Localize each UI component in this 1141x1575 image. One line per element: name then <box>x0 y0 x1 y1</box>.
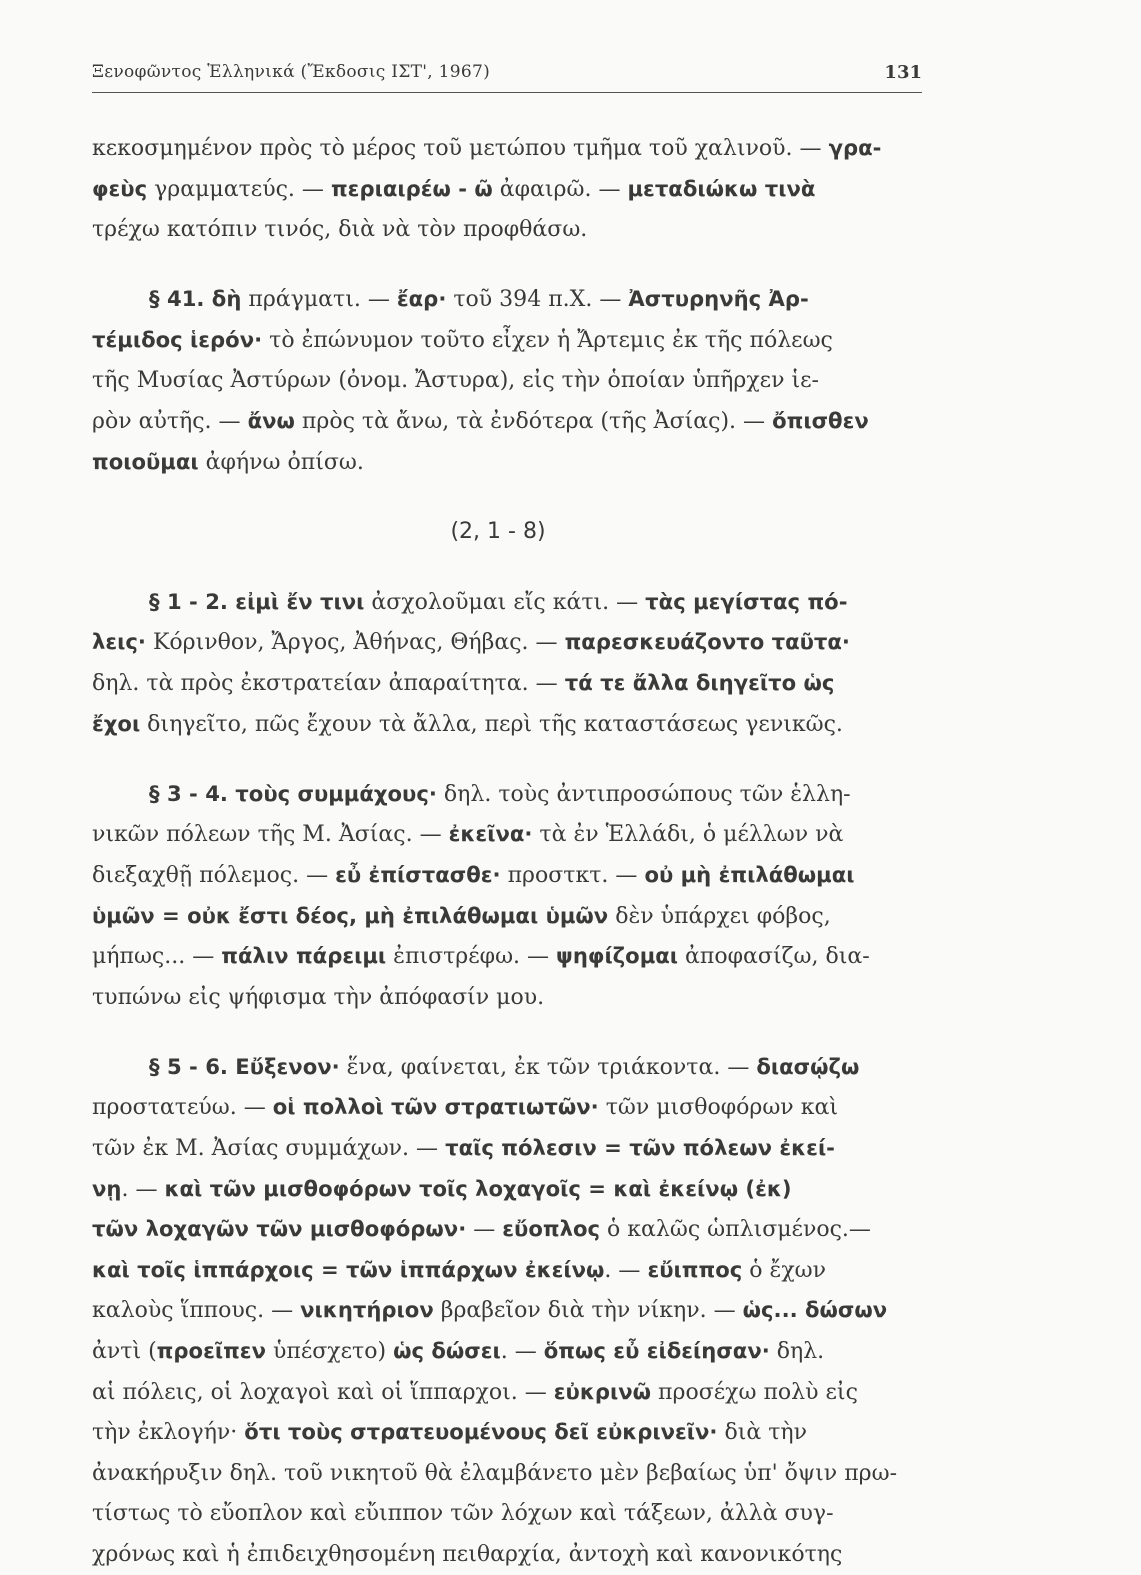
lemma-term: οὐ μὴ ἐπιλάθωμαι <box>644 862 855 888</box>
paragraph-gap <box>92 744 942 774</box>
text-line <box>92 896 928 937</box>
gloss-text: ἀντὶ ( <box>92 1337 157 1364</box>
lemma-term: λεις· <box>92 630 146 656</box>
gloss-text: ὁ καλῶς ὡπλισμένος.— <box>600 1216 871 1243</box>
paragraph-gap <box>92 1017 942 1047</box>
lemma-term: ὡς δώσει <box>393 1338 501 1364</box>
text-line <box>92 663 928 704</box>
gloss-text: τὰ ἐν Ἑλλάδι, ὁ μέλλων νὰ <box>532 821 844 848</box>
text-line <box>92 1169 928 1210</box>
lemma-term: τῶν λοχαγῶν τῶν μισθοφόρων· <box>92 1217 467 1243</box>
lemma-term: ὑμῶν = οὐκ ἔστι δέος, μὴ ἐπιλάθωμαι ὑμῶν <box>92 903 609 929</box>
lemma-term: ποιοῦμαι <box>92 449 199 475</box>
gloss-text: Κόρινθον, Ἄργος, Ἀθήνας, Θήβας. — <box>145 629 565 656</box>
gloss-text: τῆς Μυσίας Ἀστύρων (ὀνομ. Ἄστυρα), εἰς τὴν ὁποίαν ὑπῆρχεν ἱε- <box>92 367 819 394</box>
gloss-text: δηλ. τὰ πρὸς ἐκστρατείαν ἀπαραίτητα. — <box>92 670 565 697</box>
text-line <box>92 1128 928 1169</box>
text-line <box>92 401 928 442</box>
lemma-term: νικητήριον <box>300 1298 434 1324</box>
gloss-text: . — <box>604 1256 648 1283</box>
gloss-text: καλοὺς ἵππους. — <box>92 1297 301 1324</box>
text-line <box>92 1250 928 1291</box>
gloss-text: νικῶν πόλεων τῆς Μ. Ἀσίας. — <box>92 821 449 848</box>
lemma-term: μεταδιώκω τινὰ <box>627 176 816 202</box>
gloss-text: διὰ τὴν <box>717 1419 808 1446</box>
lemma-term: Ἀστυρηνῆς Ἀρ- <box>628 287 809 313</box>
text-line <box>92 936 928 977</box>
lemma-term: τέμιδος ἱερόν· <box>92 327 263 353</box>
gloss-text: ἀσχολοῦμαι εἴς κάτι. — <box>364 588 646 615</box>
lemma-term: ἄνω <box>247 409 295 435</box>
page-number: 131 <box>884 62 922 83</box>
paragraph-gap <box>92 482 942 512</box>
text-line <box>92 1209 928 1250</box>
gloss-text: τυπώνω εἰς ψήφισμα τὴν ἀπόφασίν μου. <box>92 983 545 1010</box>
lemma-term: εὔιππος <box>647 1257 743 1283</box>
gloss-text: τὴν ἐκλογήν· <box>92 1419 245 1446</box>
text-line <box>92 774 928 815</box>
lemma-term: οἱ πολλοὶ τῶν στρατιωτῶν· <box>272 1095 599 1121</box>
gloss-text: τοῦ 394 π.Χ. — <box>446 286 629 313</box>
lemma-term: εὖ ἐπίστασθε· <box>335 862 501 888</box>
lemma-term: ταῖς πόλεσιν = τῶν πόλεων ἐκεί- <box>445 1135 835 1161</box>
commentary-body <box>92 128 942 1575</box>
gloss-text: κεκοσμημένον πρὸς τὸ μέρος τοῦ μετώπου τμῆμα τοῦ χαλινοῦ. — <box>92 135 829 161</box>
text-line <box>92 1290 928 1331</box>
text-line <box>92 1493 928 1534</box>
lemma-term: εὐκρινῶ <box>553 1379 652 1405</box>
gloss-text: ἐπιστρέφω. — <box>386 943 557 970</box>
text-line <box>92 704 928 745</box>
text-line <box>92 855 928 896</box>
text-line <box>92 1453 928 1494</box>
running-title: Ξενοφῶντος Ἑλληνικά (Ἔκδοσις ΙΣΤ', 1967) <box>92 62 491 82</box>
gloss-text: βραβεῖον διὰ τὴν νίκην. — <box>433 1297 743 1324</box>
section-heading <box>92 512 942 553</box>
gloss-text: — <box>466 1216 503 1243</box>
lemma-term: § 5 - 6. Εὔξενον· <box>149 1054 340 1080</box>
gloss-text: πράγματι. — <box>241 286 397 313</box>
gloss-text: τὸ ἐπώνυμον τοῦτο εἶχεν ἡ Ἄρτεμις ἐκ τῆς πόλεως <box>262 326 833 353</box>
gloss-text: ἀφαιρῶ. — <box>492 175 628 202</box>
text-line <box>92 1047 928 1088</box>
gloss-text: ρὸν αὐτῆς. — <box>92 408 248 435</box>
gloss-text: πρὸς τὰ ἄνω, τὰ ἐνδότερα (τῆς Ἀσίας). — <box>294 408 773 435</box>
text-line <box>92 169 928 210</box>
text-line <box>92 360 928 401</box>
lemma-term: περιαιρέω - ῶ <box>330 176 493 202</box>
gloss-text: τῶν μισθοφόρων καὶ <box>598 1094 838 1121</box>
lemma-term: § 3 - 4. τοὺς συμμάχους· <box>149 781 437 807</box>
lemma-term: εὔοπλος <box>502 1217 601 1243</box>
gloss-text: ὑπέσχετο) <box>265 1337 394 1364</box>
gloss-text: δηλ. <box>769 1337 825 1364</box>
lemma-term: γρα- <box>828 136 882 161</box>
gloss-text: προστκτ. — <box>500 861 645 888</box>
text-line <box>92 128 928 169</box>
section-heading-text: (2, 1 - 8) <box>450 518 546 544</box>
lemma-term: παρεσκευάζοντο ταῦτα· <box>564 630 850 656</box>
gloss-text: χρόνως καὶ ἡ ἐπιδειχθησομένη πειθαρχία, ἀντοχὴ καὶ κανονικότης <box>92 1540 843 1567</box>
lemma-term: προεῖπεν <box>156 1338 266 1364</box>
gloss-text: διηγεῖτο, πῶς ἔχουν τὰ ἄλλα, περὶ τῆς καταστάσεως γενικῶς. <box>140 710 843 737</box>
lemma-term: φεὺς <box>92 176 148 202</box>
gloss-text: μήπως... — <box>92 943 222 970</box>
text-line <box>92 1087 928 1128</box>
text-line <box>92 209 928 250</box>
lemma-term: § 41. δὴ <box>149 287 242 313</box>
lemma-term: ὅτι τοὺς στρατευομένους δεῖ εὐκρινεῖν· <box>244 1420 718 1446</box>
gloss-text: δὲν ὑπάρχει φόβος, <box>608 902 831 929</box>
text-line <box>92 442 928 483</box>
gloss-text: προστατεύω. — <box>92 1094 273 1121</box>
lemma-term: ἔαρ· <box>396 287 447 313</box>
lemma-term: ὅπως εὖ εἰδείησαν· <box>543 1338 770 1364</box>
lemma-term: ἐκεῖνα· <box>448 822 533 848</box>
gloss-text: αἱ πόλεις, οἱ λοχαγοὶ καὶ οἱ ἵππαρχοι. — <box>92 1378 554 1405</box>
lemma-term: ὡς... δώσων <box>742 1298 888 1324</box>
lemma-term: καὶ τῶν μισθοφόρων τοῖς λοχαγοῖς = καὶ ἐκείνῳ (ἐκ) <box>164 1176 792 1202</box>
gloss-text: διεξαχθῇ πόλεμος. — <box>92 861 336 888</box>
text-line <box>92 320 928 361</box>
text-line <box>92 622 928 663</box>
text-line <box>92 1534 928 1575</box>
text-line <box>92 977 928 1018</box>
gloss-text: προσέχω πολὺ εἰς <box>651 1378 858 1405</box>
gloss-text: ἕνα, φαίνεται, ἐκ τῶν τριάκοντα. — <box>339 1053 757 1080</box>
gloss-text: ὁ ἔχων <box>742 1256 827 1283</box>
gloss-text: τρέχω κατόπιν τινός, διὰ νὰ τὸν προφθάσω. <box>92 216 588 243</box>
gloss-text: . — <box>500 1337 544 1364</box>
text-line <box>92 1372 928 1413</box>
lemma-term: πάλιν πάρειμι <box>221 944 387 970</box>
paragraph-gap <box>92 552 942 582</box>
gloss-text: ἀποφασίζω, δια- <box>678 943 870 970</box>
text-line <box>92 279 928 320</box>
lemma-term: τά τε ἄλλα διηγεῖτο ὡς <box>564 671 835 697</box>
gloss-text: γραμματεύς. — <box>147 175 331 202</box>
lemma-term: § 1 - 2. εἰμὶ ἔν τινι <box>149 589 365 615</box>
gloss-text: ἀνακήρυξιν δηλ. τοῦ νικητοῦ θὰ ἐλαμβάνετο μὲν βεβαίως ὑπ' ὄψιν πρω- <box>92 1459 898 1486</box>
lemma-term: τὰς μεγίστας πό- <box>645 589 848 615</box>
text-line <box>92 814 928 855</box>
running-header <box>92 60 922 93</box>
paragraph-gap <box>92 250 942 280</box>
gloss-text: . — <box>121 1175 165 1202</box>
gloss-text: τίστως τὸ εὔοπλον καὶ εὔιππον τῶν λόχων καὶ τάξεων, ἀλλὰ συγ- <box>92 1500 834 1527</box>
lemma-term: ὄπισθεν <box>772 409 869 435</box>
lemma-term: ἔχοι <box>92 711 141 737</box>
gloss-text: δηλ. τοὺς ἀντιπροσώπους τῶν ἑλλη- <box>436 780 851 807</box>
text-line <box>92 582 928 623</box>
text-line <box>92 1331 928 1372</box>
lemma-term: διασῴζω <box>756 1054 860 1080</box>
lemma-term: νῃ <box>92 1176 122 1202</box>
text-line <box>92 1412 928 1453</box>
lemma-term: ψηφίζομαι <box>556 944 679 970</box>
gloss-text: ἀφήνω ὀπίσω. <box>198 448 364 475</box>
lemma-term: καὶ τοῖς ἱππάρχοις = τῶν ἱππάρχων ἐκείνῳ <box>92 1257 605 1283</box>
gloss-text: τῶν ἐκ Μ. Ἀσίας συμμάχων. — <box>92 1134 446 1161</box>
